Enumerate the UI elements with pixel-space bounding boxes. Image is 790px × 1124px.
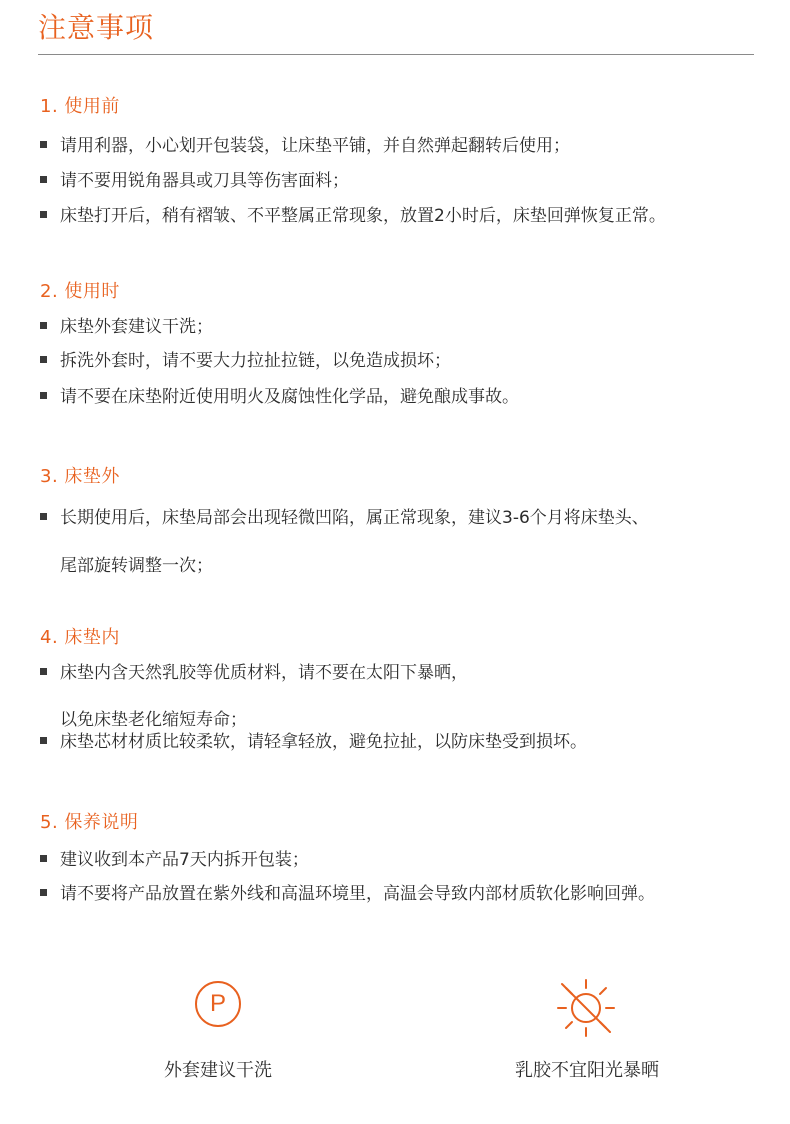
bullet	[40, 513, 47, 520]
list-item-continuation: 尾部旋转调整一次；	[60, 556, 213, 576]
bullet	[40, 392, 47, 399]
list-item: 床垫芯材材质比较柔软，请轻拿轻放，避免拉扯，以防床垫受到损坏。	[40, 731, 587, 753]
list-item: 长期使用后，床垫局部会出现轻微凹陷，属正常现象，建议3-6个月将床垫头、	[40, 507, 649, 529]
bullet	[40, 211, 47, 218]
list-item: 床垫打开后，稍有褶皱、不平整属正常现象，放置2小时后，床垫回弹恢复正常。	[40, 205, 666, 227]
bullet	[40, 322, 47, 329]
list-item: 请不要在床垫附近使用明火及腐蚀性化学品，避免酿成事故。	[40, 386, 519, 408]
no-sunlight-icon	[555, 977, 617, 1043]
dry-clean-label: 外套建议干洗	[164, 1060, 272, 1081]
bullet	[40, 141, 47, 148]
list-item: 拆洗外套时，请不要大力拉扯拉链，以免造成损坏；	[40, 350, 451, 372]
page-title: 注意事项	[38, 11, 155, 44]
bullet	[40, 855, 47, 862]
list-item: 请不要将产品放置在紫外线和高温环境里，高温会导致内部材质软化影响回弹。	[40, 883, 655, 905]
list-item: 请不要用锐角器具或刀具等伤害面料；	[40, 170, 349, 192]
list-item-continuation: 以免床垫老化缩短寿命；	[60, 710, 247, 730]
list-item: 床垫内含天然乳胶等优质材料，请不要在太阳下暴晒，	[40, 662, 468, 684]
bullet	[40, 176, 47, 183]
section-title-maintenance: 5. 保养说明	[40, 812, 139, 833]
section-title-mattress-inside: 4. 床垫内	[40, 627, 120, 648]
bullet	[40, 356, 47, 363]
bullet	[40, 889, 47, 896]
section-title-before-use: 1. 使用前	[40, 96, 120, 117]
no-sunlight-label: 乳胶不宜阳光暴晒	[515, 1060, 659, 1081]
title-divider	[38, 54, 754, 55]
bullet	[40, 737, 47, 744]
section-title-during-use: 2. 使用时	[40, 281, 120, 302]
section-title-mattress-outside: 3. 床垫外	[40, 466, 120, 487]
dry-clean-icon: P	[195, 981, 241, 1027]
list-item: 建议收到本产品7天内拆开包装；	[40, 849, 309, 871]
bullet	[40, 668, 47, 675]
list-item: 请用利器，小心划开包装袋，让床垫平铺，并自然弹起翻转后使用；	[40, 135, 570, 157]
list-item: 床垫外套建议干洗；	[40, 316, 213, 338]
